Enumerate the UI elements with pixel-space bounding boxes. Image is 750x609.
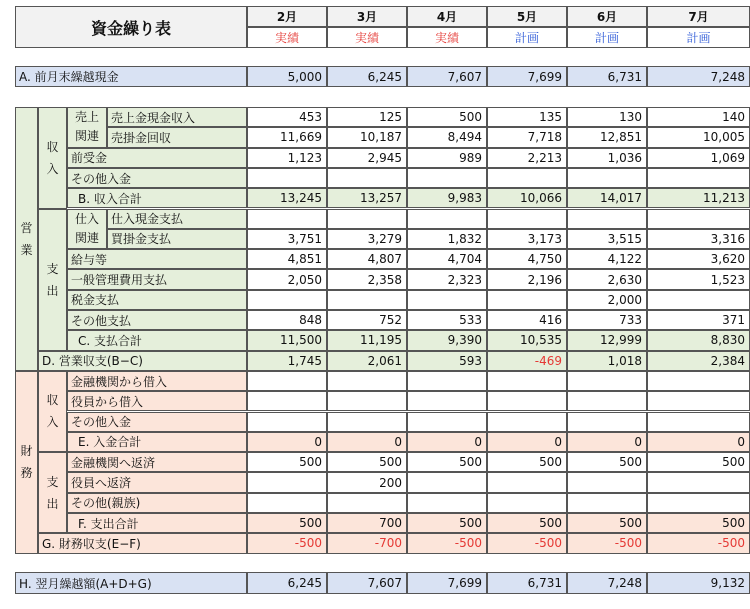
month-header: 7月 [647, 6, 750, 27]
month-header: 4月 [407, 6, 487, 27]
value-cell: 500 [407, 513, 487, 533]
value-cell: 453 [247, 107, 327, 127]
value-cell [567, 493, 647, 513]
value-cell [247, 371, 327, 391]
status-label: 実績 [247, 27, 327, 48]
value-cell: 2,000 [567, 290, 647, 310]
value-cell [567, 209, 647, 229]
value-cell: 7,607 [327, 572, 407, 594]
value-cell: 500 [407, 452, 487, 472]
value-cell: 7,699 [407, 572, 487, 594]
value-cell: 9,132 [647, 572, 750, 594]
value-cell: 0 [247, 432, 327, 452]
value-cell: 4,704 [407, 249, 487, 269]
value-cell [647, 290, 750, 310]
row-label: 売上金現金収入 [107, 107, 247, 127]
group-eigyo-income: 収 入 [38, 107, 67, 209]
value-cell [487, 391, 567, 411]
value-cell: 0 [487, 432, 567, 452]
value-cell [407, 371, 487, 391]
value-cell [487, 168, 567, 188]
value-cell [647, 472, 750, 492]
row-label: 売掛金回収 [107, 127, 247, 147]
value-cell: 2,945 [327, 148, 407, 168]
value-cell: 416 [487, 310, 567, 330]
value-cell: 5,000 [247, 66, 327, 87]
row-label: 前受金 [67, 148, 247, 168]
month-header: 2月 [247, 6, 327, 27]
value-cell [247, 412, 327, 432]
row-label-total: D. 営業収支(B−C) [38, 351, 247, 371]
row-label-total: H. 翌月繰越額(A+D+G) [15, 572, 247, 594]
value-cell: 2,384 [647, 351, 750, 371]
value-cell: 9,983 [407, 188, 487, 208]
month-header: 5月 [487, 6, 567, 27]
row-label-total: F. 支出合計 [67, 513, 247, 533]
value-cell: 4,750 [487, 249, 567, 269]
value-cell: 1,832 [407, 229, 487, 249]
value-cell: 4,807 [327, 249, 407, 269]
value-cell [647, 493, 750, 513]
row-label: 役員から借入 [67, 391, 247, 411]
group-shiire-kanren: 仕入 関連 [67, 209, 107, 250]
value-cell [407, 493, 487, 513]
row-label-total: B. 収入合計 [67, 188, 247, 208]
value-cell: 10,535 [487, 330, 567, 350]
value-cell [407, 391, 487, 411]
value-cell [647, 168, 750, 188]
value-cell [567, 391, 647, 411]
value-cell: 8,830 [647, 330, 750, 350]
value-cell: 7,607 [407, 66, 487, 87]
value-cell: 500 [327, 452, 407, 472]
row-label-total: G. 財務収支(E−F) [38, 533, 247, 553]
value-cell: 7,248 [647, 66, 750, 87]
value-cell: 1,018 [567, 351, 647, 371]
value-cell: 2,323 [407, 269, 487, 289]
value-cell [247, 391, 327, 411]
value-cell: 8,494 [407, 127, 487, 147]
value-cell: 13,245 [247, 188, 327, 208]
row-label: その他入金 [67, 412, 247, 432]
value-cell: 10,005 [647, 127, 750, 147]
value-cell [327, 209, 407, 229]
value-cell: 500 [487, 513, 567, 533]
row-label: 買掛金支払 [107, 229, 247, 249]
value-cell: 4,851 [247, 249, 327, 269]
value-cell [487, 290, 567, 310]
value-cell: 848 [247, 310, 327, 330]
value-cell: 3,279 [327, 229, 407, 249]
value-cell: 125 [327, 107, 407, 127]
value-cell: 1,036 [567, 148, 647, 168]
value-cell: 11,669 [247, 127, 327, 147]
value-cell: -500 [407, 533, 487, 553]
value-cell [327, 412, 407, 432]
value-cell: 733 [567, 310, 647, 330]
value-cell: 2,061 [327, 351, 407, 371]
value-cell [487, 472, 567, 492]
value-cell: 12,851 [567, 127, 647, 147]
value-cell: 1,523 [647, 269, 750, 289]
value-cell: 6,245 [247, 572, 327, 594]
value-cell: 7,718 [487, 127, 567, 147]
value-cell [327, 168, 407, 188]
status-label: 計画 [567, 27, 647, 48]
sheet-title: 資金繰り表 [15, 6, 247, 48]
value-cell: 989 [407, 148, 487, 168]
value-cell [487, 209, 567, 229]
value-cell: 7,248 [567, 572, 647, 594]
value-cell: 10,066 [487, 188, 567, 208]
value-cell: 500 [567, 452, 647, 472]
value-cell: 2,213 [487, 148, 567, 168]
value-cell [407, 168, 487, 188]
month-header: 3月 [327, 6, 407, 27]
value-cell: 500 [247, 452, 327, 472]
value-cell [487, 493, 567, 513]
value-cell: 593 [407, 351, 487, 371]
row-label: その他入金 [67, 168, 247, 188]
value-cell [247, 168, 327, 188]
row-label: その他(親族) [67, 493, 247, 513]
row-label: 金融機関から借入 [67, 371, 247, 391]
value-cell: 500 [487, 452, 567, 472]
status-label: 計画 [647, 27, 750, 48]
group-zaimu-expense: 支 出 [38, 452, 67, 533]
value-cell: 11,500 [247, 330, 327, 350]
value-cell [407, 209, 487, 229]
value-cell: 2,358 [327, 269, 407, 289]
value-cell [327, 371, 407, 391]
value-cell [247, 290, 327, 310]
row-label: 給与等 [67, 249, 247, 269]
value-cell: 11,213 [647, 188, 750, 208]
row-label-total: A. 前月末繰越現金 [15, 66, 247, 87]
value-cell: 0 [407, 432, 487, 452]
row-label: 仕入現金支払 [107, 209, 247, 229]
value-cell [407, 290, 487, 310]
value-cell: 10,187 [327, 127, 407, 147]
value-cell [407, 472, 487, 492]
value-cell: 3,173 [487, 229, 567, 249]
value-cell: 13,257 [327, 188, 407, 208]
value-cell: 11,195 [327, 330, 407, 350]
value-cell: 500 [647, 513, 750, 533]
value-cell: 1,123 [247, 148, 327, 168]
value-cell: 2,630 [567, 269, 647, 289]
value-cell [327, 493, 407, 513]
value-cell: -500 [247, 533, 327, 553]
value-cell [247, 209, 327, 229]
value-cell [407, 412, 487, 432]
value-cell [567, 472, 647, 492]
row-label-total: E. 入金合計 [67, 432, 247, 452]
value-cell: 0 [567, 432, 647, 452]
row-label: その他支払 [67, 310, 247, 330]
value-cell: 3,316 [647, 229, 750, 249]
group-zaimu-income: 収 入 [38, 371, 67, 452]
value-cell: 3,751 [247, 229, 327, 249]
value-cell: 12,999 [567, 330, 647, 350]
value-cell: 6,731 [567, 66, 647, 87]
value-cell [487, 371, 567, 391]
status-label: 実績 [407, 27, 487, 48]
row-label: 税金支払 [67, 290, 247, 310]
value-cell [327, 290, 407, 310]
value-cell [327, 391, 407, 411]
value-cell: 200 [327, 472, 407, 492]
value-cell: -469 [487, 351, 567, 371]
value-cell [247, 472, 327, 492]
value-cell: -500 [567, 533, 647, 553]
value-cell [647, 209, 750, 229]
value-cell: 135 [487, 107, 567, 127]
status-label: 実績 [327, 27, 407, 48]
value-cell: 500 [407, 107, 487, 127]
group-eigyo: 営 業 [15, 107, 38, 371]
value-cell [487, 412, 567, 432]
value-cell: 0 [327, 432, 407, 452]
value-cell [567, 371, 647, 391]
value-cell: 500 [247, 513, 327, 533]
value-cell: 500 [567, 513, 647, 533]
value-cell: 4,122 [567, 249, 647, 269]
value-cell: 3,620 [647, 249, 750, 269]
value-cell: -700 [327, 533, 407, 553]
row-label: 一般管理費用支払 [67, 269, 247, 289]
value-cell: 2,050 [247, 269, 327, 289]
status-label: 計画 [487, 27, 567, 48]
month-header: 6月 [567, 6, 647, 27]
group-eigyo-expense: 支 出 [38, 209, 67, 351]
value-cell: 1,745 [247, 351, 327, 371]
value-cell: 3,515 [567, 229, 647, 249]
value-cell: 7,699 [487, 66, 567, 87]
value-cell: 1,069 [647, 148, 750, 168]
value-cell: 130 [567, 107, 647, 127]
value-cell: 6,731 [487, 572, 567, 594]
value-cell: 700 [327, 513, 407, 533]
row-label-total: C. 支払合計 [67, 330, 247, 350]
value-cell: 140 [647, 107, 750, 127]
group-uriage-kanren: 売上 関連 [67, 107, 107, 148]
value-cell [567, 168, 647, 188]
value-cell: 2,196 [487, 269, 567, 289]
value-cell [647, 391, 750, 411]
value-cell: 14,017 [567, 188, 647, 208]
value-cell [647, 371, 750, 391]
value-cell: 9,390 [407, 330, 487, 350]
value-cell: 371 [647, 310, 750, 330]
row-label: 役員へ返済 [67, 472, 247, 492]
value-cell: -500 [647, 533, 750, 553]
value-cell [247, 493, 327, 513]
value-cell: 500 [647, 452, 750, 472]
value-cell: 6,245 [327, 66, 407, 87]
group-zaimu: 財 務 [15, 371, 38, 554]
value-cell [567, 412, 647, 432]
value-cell: -500 [487, 533, 567, 553]
value-cell: 0 [647, 432, 750, 452]
value-cell: 752 [327, 310, 407, 330]
value-cell: 533 [407, 310, 487, 330]
row-label: 金融機関へ返済 [67, 452, 247, 472]
value-cell [647, 412, 750, 432]
